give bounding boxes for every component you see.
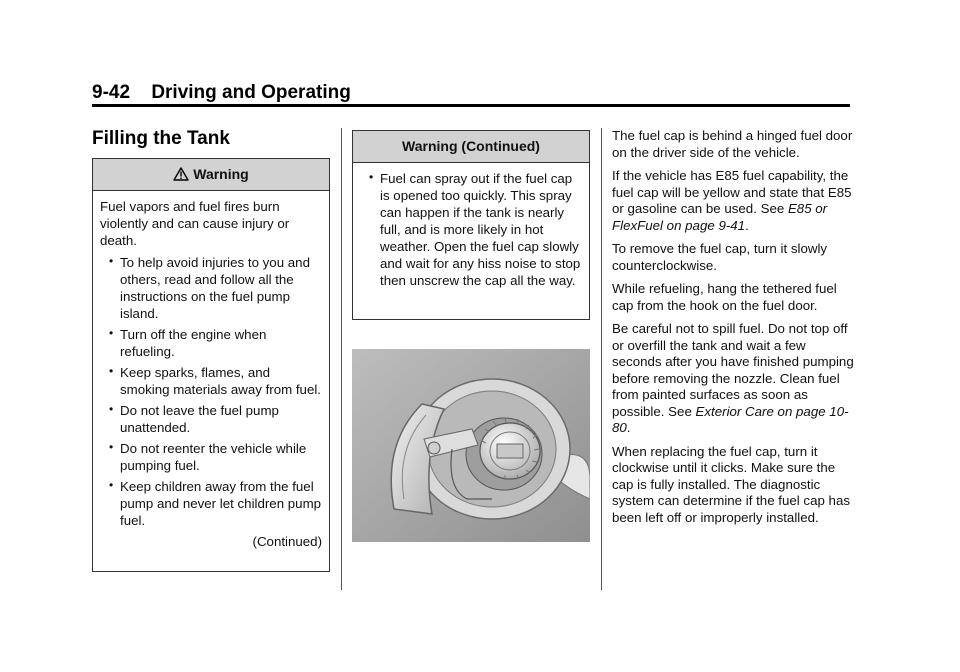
page-header — [92, 82, 351, 104]
page-number: 9-42 — [92, 82, 131, 103]
list-item: • Keep sparks, flames, and smoking materials away from fuel. — [120, 364, 322, 398]
warning-list-2 — [360, 170, 582, 289]
warning-body-2 — [353, 163, 589, 299]
warning-intro: Fuel vapors and fuel fires burn violently and can cause injury or death. — [100, 199, 290, 248]
section-title: Filling the Tank — [92, 128, 230, 149]
column-divider-2 — [601, 128, 602, 590]
list-item: • Fuel can spray out if the fuel cap is opened too quickly. This spray can happen if the tank is nearly full, and is more likely in hot weather. Open the fuel cap slowly and wait for any hiss noise to stop then unscrew the cap all the way. — [380, 170, 582, 289]
paragraph-text: If the vehicle has E85 fuel capability, the fuel cap will be yellow and state that E85 or gasoline can be used. See — [612, 168, 852, 216]
list-item: • Turn off the engine when refueling. — [120, 326, 322, 360]
header-rule — [92, 104, 850, 107]
fuel-cap-illustration — [352, 349, 590, 542]
paragraph — [612, 321, 857, 437]
column-divider-1 — [341, 128, 342, 590]
list-item: • To help avoid injuries to you and others, read and follow all the instructions on the fuel pump island. — [120, 254, 322, 322]
warning-header-2: Warning (Continued) — [353, 131, 589, 163]
paragraph: While refueling, hang the tethered fuel cap from the hook on the fuel door. — [612, 281, 837, 313]
paragraph: To remove the fuel cap, turn it slowly counterclockwise. — [612, 241, 828, 273]
chapter-title: Driving and Operating — [151, 82, 351, 103]
warning-triangle-icon — [173, 167, 189, 181]
paragraph-text: Be careful not to spill fuel. Do not top off or overfill the tank and wait a few seconds after you have finished pumping before removing the nozzle. Clean fuel from painted surfaces as soon as possible. See — [612, 321, 854, 419]
cross-reference-link[interactable]: Exterior Care on page 10-80 — [612, 403, 849, 435]
paragraph-end: . — [745, 217, 749, 233]
paragraph — [612, 168, 857, 234]
warning-title-1: Warning — [193, 166, 249, 182]
continued-label: (Continued) — [252, 534, 322, 549]
paragraph: The fuel cap is behind a hinged fuel door on the driver side of the vehicle. — [612, 128, 853, 160]
warning-box-2 — [352, 130, 590, 320]
list-item: • Do not reenter the vehicle while pumping fuel. — [120, 440, 322, 474]
warning-box-1 — [92, 158, 330, 572]
cross-reference-link[interactable]: E85 or FlexFuel on page 9-41 — [612, 201, 828, 233]
list-item: • Do not leave the fuel pump unattended. — [120, 402, 322, 436]
warning-header-1 — [93, 159, 329, 191]
warning-list-1 — [100, 254, 322, 529]
paragraph-end: . — [626, 420, 631, 435]
paragraph: When replacing the fuel cap, turn it clockwise until it clicks. Make sure the cap is fully installed. The diagnostic system can determine if the fuel cap has been left off or improperly installed. — [612, 443, 850, 525]
list-item: • Keep children away from the fuel pump and never let children pump fuel. — [120, 478, 322, 529]
warning-body-1 — [93, 191, 329, 556]
body-text-column — [612, 128, 857, 533]
